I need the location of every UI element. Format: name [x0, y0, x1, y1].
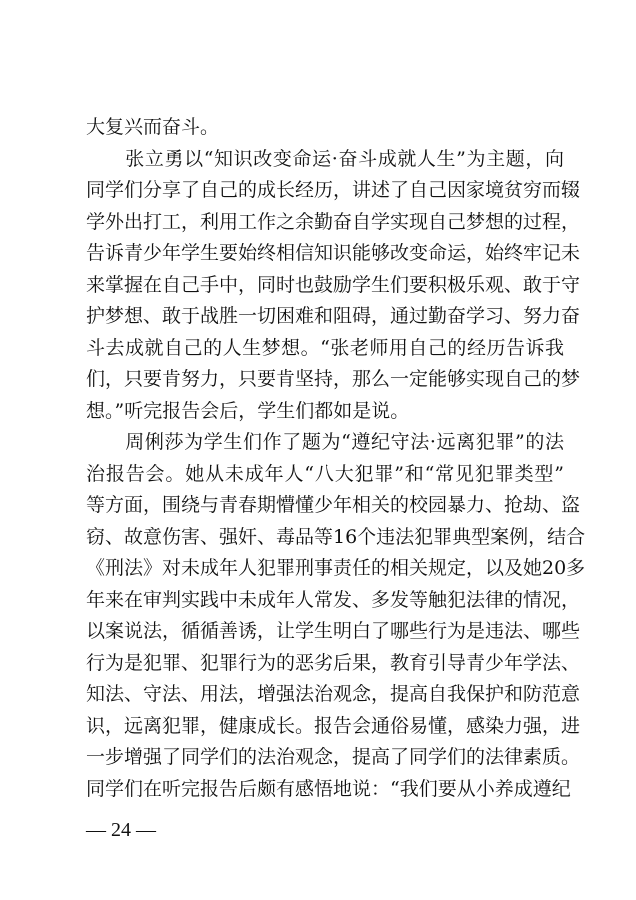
text-line: 大复兴而奋斗。: [86, 116, 220, 138]
text-line: 行为是犯罪、犯罪行为的恶劣后果，教育引导青少年学法、: [86, 651, 581, 674]
text-line: 知法、守法、用法，增强法治观念，提高自我保护和防范意: [86, 683, 581, 705]
text-line: 同学们在听完报告后颇有感悟地说：“我们要从小养成遵纪: [86, 777, 571, 800]
text-line: 来掌握在自己手中，同时也鼓励学生们要积极乐观、敢于守: [86, 273, 581, 296]
page-number: — 24 —: [86, 819, 156, 841]
text-line: 斗去成就自己的人生梦想。“张老师用自己的经历告诉我: [86, 336, 564, 359]
text-line: 张立勇以“知识改变命运·奋斗成就人生”为主题，向: [86, 147, 564, 170]
text-line: 同学们分享了自己的成长经历，讲述了自己因家境贫穷而辍: [86, 179, 581, 201]
text-line: 学外出打工，利用工作之余勤奋自学实现自己梦想的过程，: [86, 210, 581, 233]
text-line: 一步增强了同学们的法治观念，提高了同学们的法律素质。: [86, 746, 581, 768]
text-line: 告诉青少年学生要始终相信知识能够改变命运，始终牢记未: [86, 242, 581, 264]
text-line: 等方面，围绕与青春期懵懂少年相关的校园暴力、抢劫、盗: [86, 494, 581, 516]
text-line: 护梦想、敢于战胜一切困难和阻碍，通过勤奋学习、努力奋: [86, 305, 581, 327]
text-line: 周俐莎为学生们作了题为“遵纪守法·远离犯罪”的法: [86, 431, 564, 453]
text-line: 们，只要肯努力，只要肯坚持，那么一定能够实现自己的梦: [86, 368, 581, 390]
text-line: 治报告会。她从未成年人“八大犯罪”和“常见犯罪类型”: [86, 462, 564, 485]
text-line: 《刑法》对未成年人犯罪刑事责任的相关规定，以及她20多: [86, 557, 586, 579]
text-line: 想。”听完报告会后，学生们都如是说。: [86, 399, 410, 422]
text-line: 窃、故意伤害、强奸、毒品等16个违法犯罪典型案例，结合: [86, 525, 586, 548]
text-line: 以案说法，循循善诱，让学生明白了哪些行为是违法、哪些: [86, 620, 581, 642]
text-line: 识，远离犯罪，健康成长。报告会通俗易懂，感染力强，进: [86, 714, 581, 737]
body-text: [86, 112, 586, 805]
text-line: 年来在审判实践中未成年人常发、多发等触犯法律的情况，: [86, 588, 581, 611]
